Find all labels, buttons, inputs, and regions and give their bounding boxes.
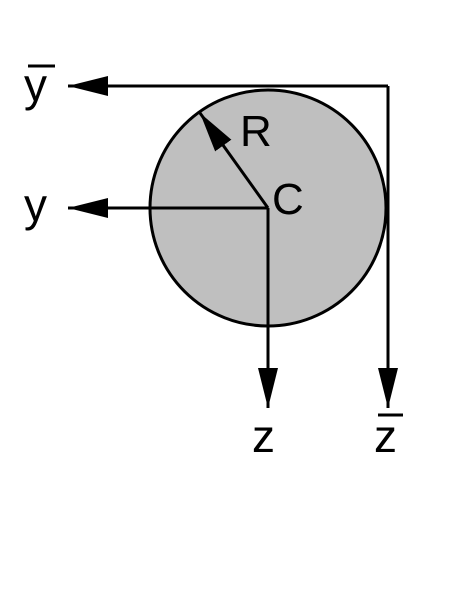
radius-label: R (240, 107, 272, 156)
centroid-label: C (272, 175, 304, 224)
z-bar-label: z (374, 410, 397, 462)
y-bar-label: y (24, 59, 47, 111)
y-label: y (24, 179, 47, 231)
z-label: z (252, 410, 275, 462)
